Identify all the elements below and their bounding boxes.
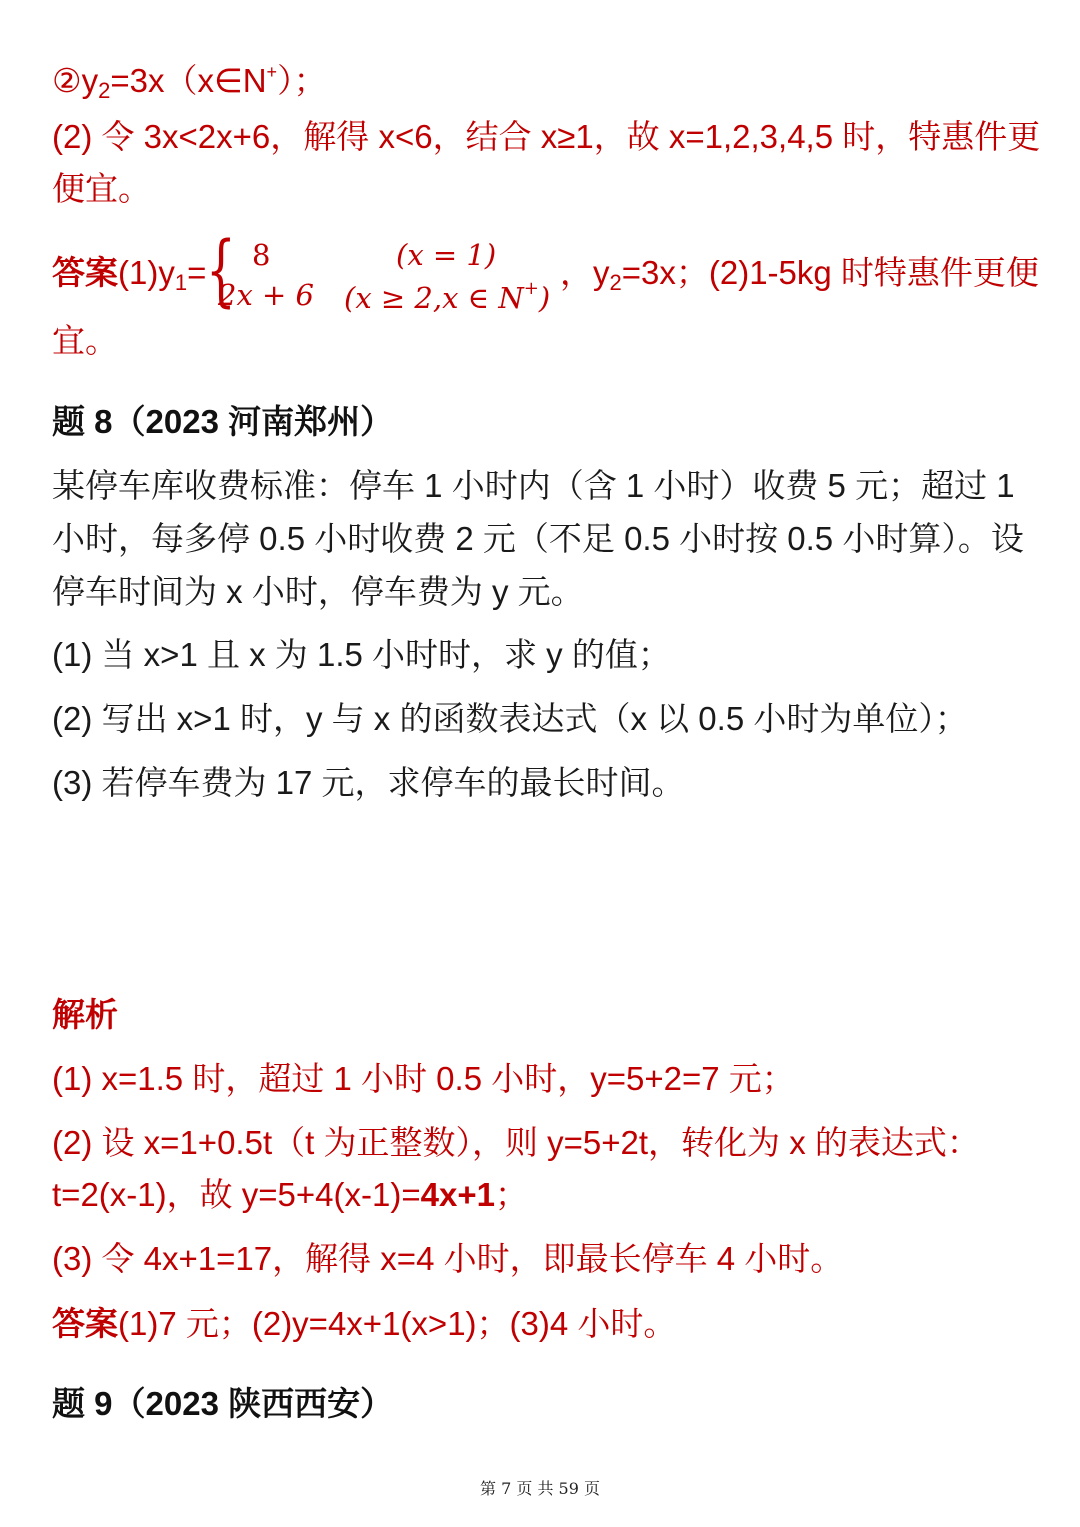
- superscript: +: [266, 62, 278, 82]
- text: ；: [494, 1176, 528, 1213]
- text: (1)y: [118, 254, 175, 291]
- problem-8-stem-2: 小时，每多停 0.5 小时收费 2 元（不足 0.5 小时按 0.5 小时算）。设: [52, 520, 1024, 557]
- solution-step-3: (3) 令 4x+1=17，解得 x=4 小时，即最长停车 4 小时。: [52, 1240, 844, 1277]
- analysis-label: 解析: [52, 996, 118, 1033]
- solution-line-2-cont: 便宜。: [52, 170, 151, 207]
- text: =3x；(2)1-5kg 时特惠件更便: [621, 254, 1039, 291]
- text: ）；: [277, 62, 327, 99]
- solution-line-y2: [52, 46, 1040, 117]
- problem-8-stem-1: 某停车库收费标准：停车 1 小时内（含 1 小时）收费 5 元；超过 1: [52, 467, 1015, 504]
- solution-line-2: (2) 令 3x<2x+6，解得 x<6，结合 x≥1，故 x=1,2,3,4,5 时，特惠件更: [52, 118, 1041, 155]
- problem-9-title: 题 9（2023 陕西西安）: [52, 1385, 394, 1422]
- piecewise-row2-expr: 2x + 6: [218, 278, 314, 312]
- answer-label: 答案: [52, 1305, 118, 1342]
- answer-line-prev-rest: [560, 246, 1040, 309]
- piecewise-formula: [206, 226, 556, 316]
- piecewise-row1-expr: 8: [252, 238, 271, 272]
- bold-result: 4x+1: [420, 1176, 495, 1213]
- subscript: 2: [98, 78, 111, 103]
- solution-step-1: (1) x=1.5 时，超过 1 小时 0.5 小时，y=5+2=7 元；: [52, 1060, 795, 1097]
- problem-8-part-3: (3) 若停车费为 17 元，求停车的最长时间。: [52, 764, 685, 801]
- subscript: 2: [609, 270, 622, 295]
- problem-8-part-1: (1) 当 x>1 且 x 为 1.5 小时时，求 y 的值；: [52, 636, 671, 673]
- problem-8-part-2: (2) 写出 x>1 时，y 与 x 的函数表达式（x 以 0.5 小时为单位）；: [52, 700, 968, 737]
- page-footer: 第 7 页 共 59 页: [480, 1479, 600, 1498]
- answer-line-8: [52, 1297, 1040, 1350]
- answer-line-prev-cont: 宜。: [52, 322, 118, 359]
- text: =: [187, 254, 207, 291]
- brace-symbol: {: [206, 226, 236, 316]
- text: ，y: [560, 254, 610, 291]
- text: ②y: [52, 62, 99, 99]
- problem-8-title: 题 8（2023 河南郑州）: [52, 403, 394, 440]
- piecewise-row1-cond: (x = 1): [396, 238, 497, 272]
- superscript: +: [523, 278, 539, 299]
- problem-8-stem-3: 停车时间为 x 小时，停车费为 y 元。: [52, 573, 584, 610]
- text: (x ≥ 2,x ∈ N: [344, 281, 524, 315]
- piecewise-row2-cond: [344, 278, 550, 315]
- solution-step-2-cont: [52, 1168, 1040, 1221]
- text: ): [538, 281, 551, 315]
- text: =3x（x∈N: [110, 62, 267, 99]
- solution-step-2: (2) 设 x=1+0.5t（t 为正整数），则 y=5+2t，转化为 x 的表达式：: [52, 1124, 980, 1161]
- text: t=2(x-1)，故 y=5+4(x-1)=: [52, 1176, 421, 1213]
- subscript: 1: [174, 270, 188, 295]
- answer-text: (1)7 元；(2)y=4x+1(x>1)；(3)4 小时。: [118, 1305, 677, 1342]
- answer-label: 答案: [52, 254, 118, 291]
